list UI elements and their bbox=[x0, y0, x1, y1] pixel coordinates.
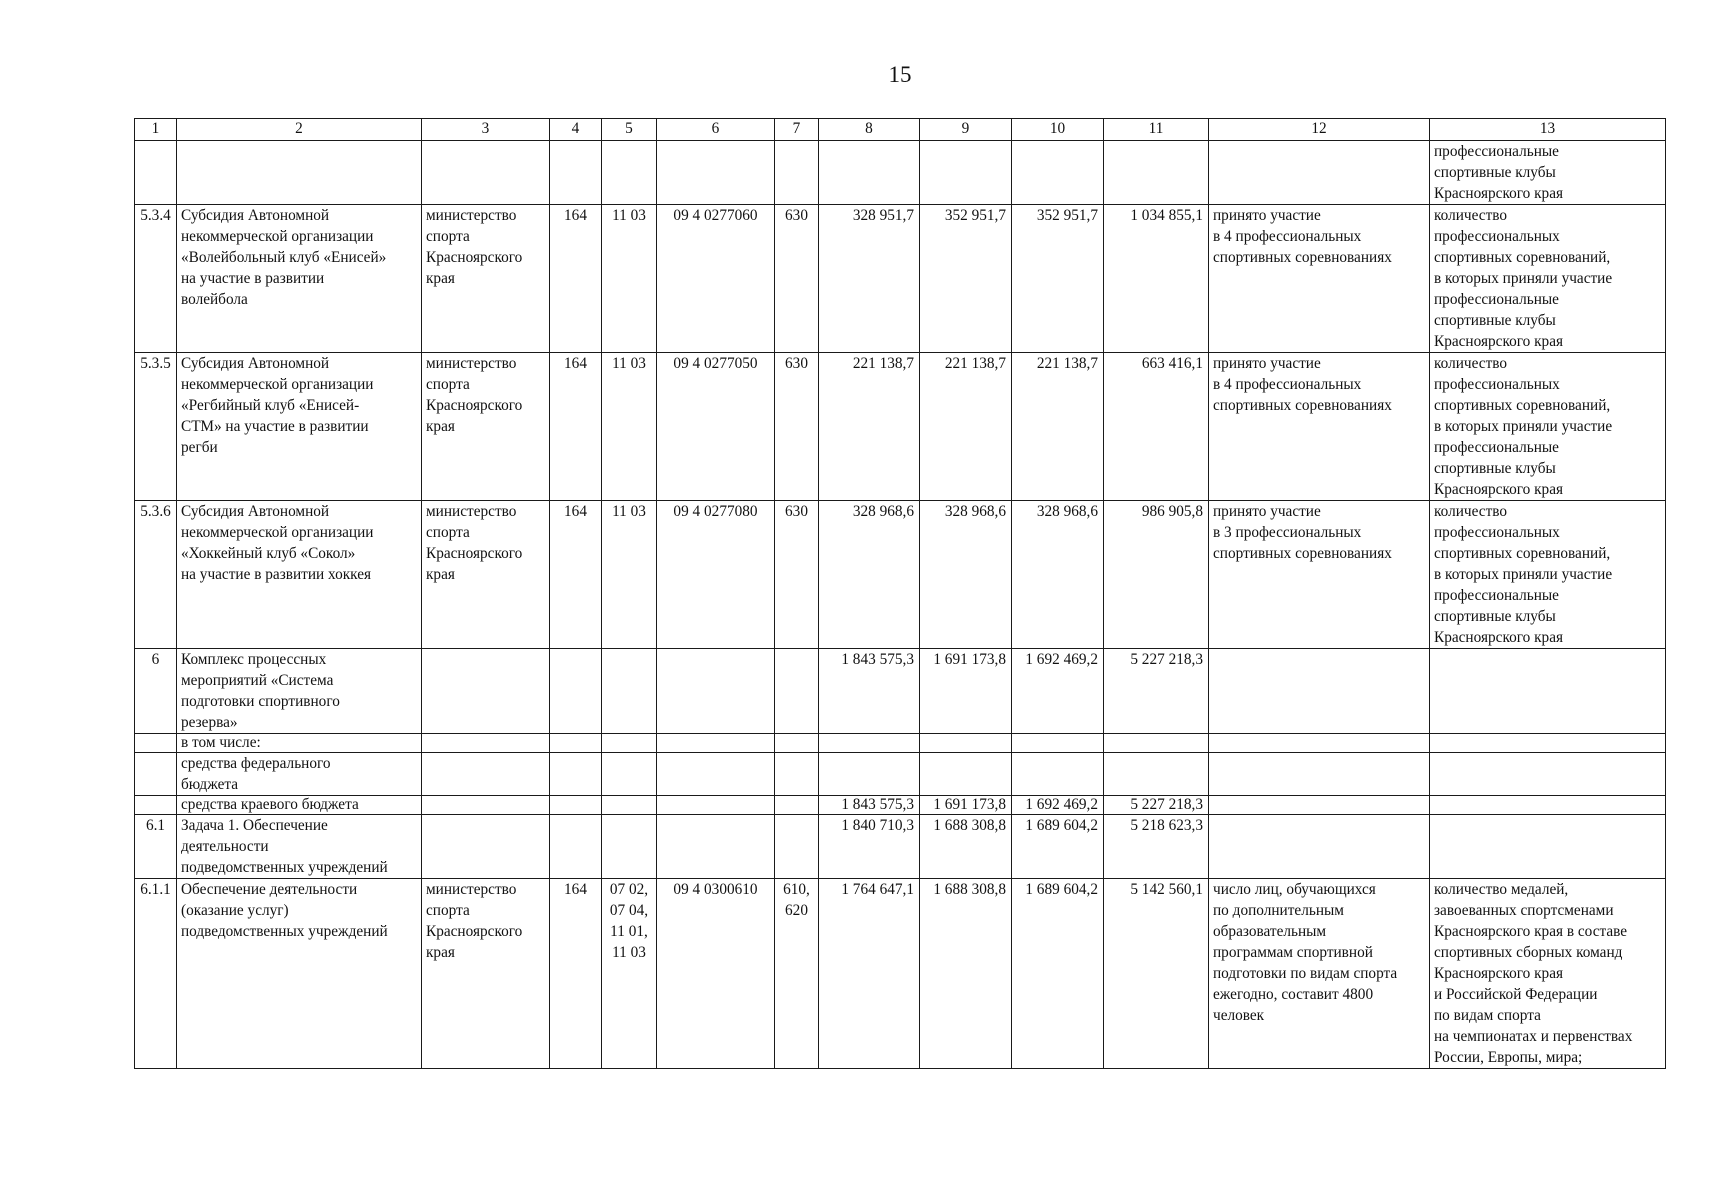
grbs-cell bbox=[550, 796, 602, 815]
rzpr-cell bbox=[602, 815, 657, 879]
year1-cell bbox=[819, 141, 920, 205]
year1-cell: 1 843 575,3 bbox=[819, 649, 920, 734]
rzpr-cell bbox=[602, 141, 657, 205]
year3-cell: 1 689 604,2 bbox=[1012, 879, 1104, 1069]
result-cell: принято участие в 4 профессиональных спортивных соревнованиях bbox=[1209, 353, 1430, 501]
executor-cell: министерство спорта Красноярского края bbox=[422, 353, 550, 501]
rzpr-cell: 07 02, 07 04, 11 01, 11 03 bbox=[602, 879, 657, 1069]
vr-cell: 610, 620 bbox=[775, 879, 819, 1069]
executor-cell: министерство спорта Красноярского края bbox=[422, 205, 550, 353]
rzpr-cell: 11 03 bbox=[602, 353, 657, 501]
indicator-cell bbox=[1430, 649, 1666, 734]
rzpr-cell: 11 03 bbox=[602, 501, 657, 649]
indicator-cell: количество медалей, завоеванных спортсменами Красноярского края в составе спортивных сборных команд Красноярского края и Российской Федерации по видам спорта на чемпионатах и первенствах России, Европы, мира; bbox=[1430, 879, 1666, 1069]
item-number-cell: 6.1.1 bbox=[135, 879, 177, 1069]
grbs-cell bbox=[550, 753, 602, 796]
result-cell bbox=[1209, 649, 1430, 734]
header-cell: 5 bbox=[602, 119, 657, 141]
csr-cell bbox=[657, 753, 775, 796]
year1-cell: 221 138,7 bbox=[819, 353, 920, 501]
year2-cell bbox=[920, 141, 1012, 205]
year2-cell: 1 688 308,8 bbox=[920, 815, 1012, 879]
executor-cell bbox=[422, 815, 550, 879]
item-number-cell bbox=[135, 141, 177, 205]
indicator-cell: количество профессиональных спортивных соревнований, в которых приняли участие профессиональные спортивные клубы Красноярского края bbox=[1430, 501, 1666, 649]
item-number-cell bbox=[135, 753, 177, 796]
item-name-cell bbox=[177, 141, 422, 205]
program-table bbox=[134, 118, 1666, 1069]
total-cell: 5 218 623,3 bbox=[1104, 815, 1209, 879]
vr-cell: 630 bbox=[775, 501, 819, 649]
vr-cell bbox=[775, 753, 819, 796]
indicator-cell bbox=[1430, 796, 1666, 815]
grbs-cell: 164 bbox=[550, 879, 602, 1069]
rzpr-cell: 11 03 bbox=[602, 205, 657, 353]
page-number: 15 bbox=[888, 62, 912, 87]
executor-cell: министерство спорта Красноярского края bbox=[422, 879, 550, 1069]
item-number-cell bbox=[135, 796, 177, 815]
year2-cell: 1 691 173,8 bbox=[920, 796, 1012, 815]
csr-cell: 09 4 0277060 bbox=[657, 205, 775, 353]
item-name-cell: Комплекс процессных мероприятий «Система подготовки спортивного резерва» bbox=[177, 649, 422, 734]
vr-cell: 630 bbox=[775, 353, 819, 501]
year2-cell: 1 688 308,8 bbox=[920, 879, 1012, 1069]
total-cell: 663 416,1 bbox=[1104, 353, 1209, 501]
header-cell: 2 bbox=[177, 119, 422, 141]
table-row bbox=[135, 501, 1666, 649]
year2-cell: 221 138,7 bbox=[920, 353, 1012, 501]
grbs-cell bbox=[550, 649, 602, 734]
rzpr-cell bbox=[602, 796, 657, 815]
year1-cell bbox=[819, 753, 920, 796]
year3-cell: 221 138,7 bbox=[1012, 353, 1104, 501]
header-cell: 12 bbox=[1209, 119, 1430, 141]
year2-cell bbox=[920, 734, 1012, 753]
rzpr-cell bbox=[602, 753, 657, 796]
vr-cell bbox=[775, 141, 819, 205]
header-cell: 10 bbox=[1012, 119, 1104, 141]
csr-cell bbox=[657, 815, 775, 879]
year3-cell: 1 692 469,2 bbox=[1012, 796, 1104, 815]
result-cell: принято участие в 3 профессиональных спортивных соревнованиях bbox=[1209, 501, 1430, 649]
item-number-cell: 5.3.6 bbox=[135, 501, 177, 649]
result-cell bbox=[1209, 141, 1430, 205]
item-number-cell: 5.3.4 bbox=[135, 205, 177, 353]
year3-cell bbox=[1012, 753, 1104, 796]
year1-cell: 1 764 647,1 bbox=[819, 879, 920, 1069]
year3-cell: 1 692 469,2 bbox=[1012, 649, 1104, 734]
indicator-cell bbox=[1430, 753, 1666, 796]
year3-cell bbox=[1012, 734, 1104, 753]
year1-cell: 1 840 710,3 bbox=[819, 815, 920, 879]
grbs-cell bbox=[550, 141, 602, 205]
indicator-cell: профессиональные спортивные клубы Красноярского края bbox=[1430, 141, 1666, 205]
vr-cell bbox=[775, 734, 819, 753]
table-row bbox=[135, 353, 1666, 501]
grbs-cell bbox=[550, 815, 602, 879]
year2-cell: 1 691 173,8 bbox=[920, 649, 1012, 734]
year1-cell bbox=[819, 734, 920, 753]
item-name-cell: Задача 1. Обеспечение деятельности подведомственных учреждений bbox=[177, 815, 422, 879]
item-name-cell: Субсидия Автономной некоммерческой организации «Регбийный клуб «Енисей- СТМ» на участие в развитии регби bbox=[177, 353, 422, 501]
rzpr-cell bbox=[602, 734, 657, 753]
header-cell: 6 bbox=[657, 119, 775, 141]
item-name-cell: средства краевого бюджета bbox=[177, 796, 422, 815]
total-cell: 5 227 218,3 bbox=[1104, 649, 1209, 734]
indicator-cell: количество профессиональных спортивных соревнований, в которых приняли участие профессиональные спортивные клубы Красноярского края bbox=[1430, 353, 1666, 501]
item-number-cell: 6 bbox=[135, 649, 177, 734]
item-name-cell: в том числе: bbox=[177, 734, 422, 753]
year1-cell: 328 968,6 bbox=[819, 501, 920, 649]
header-cell: 8 bbox=[819, 119, 920, 141]
executor-cell bbox=[422, 753, 550, 796]
result-cell bbox=[1209, 753, 1430, 796]
csr-cell: 09 4 0277080 bbox=[657, 501, 775, 649]
indicator-cell bbox=[1430, 734, 1666, 753]
item-name-cell: Субсидия Автономной некоммерческой организации «Хоккейный клуб «Сокол» на участие в развитии хоккея bbox=[177, 501, 422, 649]
csr-cell: 09 4 0300610 bbox=[657, 879, 775, 1069]
year2-cell: 328 968,6 bbox=[920, 501, 1012, 649]
table-row bbox=[135, 141, 1666, 205]
rzpr-cell bbox=[602, 649, 657, 734]
total-cell: 986 905,8 bbox=[1104, 501, 1209, 649]
total-cell bbox=[1104, 141, 1209, 205]
header-cell: 9 bbox=[920, 119, 1012, 141]
year3-cell: 352 951,7 bbox=[1012, 205, 1104, 353]
result-cell: число лиц, обучающихся по дополнительным образовательным программам спортивной подготовки по видам спорта ежегодно, составит 4800 человек bbox=[1209, 879, 1430, 1069]
item-number-cell bbox=[135, 734, 177, 753]
executor-cell bbox=[422, 796, 550, 815]
grbs-cell: 164 bbox=[550, 353, 602, 501]
item-number-cell: 5.3.5 bbox=[135, 353, 177, 501]
table-header-row bbox=[135, 119, 1666, 141]
csr-cell bbox=[657, 796, 775, 815]
executor-cell bbox=[422, 649, 550, 734]
result-cell bbox=[1209, 796, 1430, 815]
csr-cell bbox=[657, 649, 775, 734]
header-cell: 3 bbox=[422, 119, 550, 141]
table-row bbox=[135, 649, 1666, 734]
header-cell: 7 bbox=[775, 119, 819, 141]
csr-cell bbox=[657, 734, 775, 753]
csr-cell bbox=[657, 141, 775, 205]
table-row bbox=[135, 879, 1666, 1069]
grbs-cell bbox=[550, 734, 602, 753]
indicator-cell: количество профессиональных спортивных соревнований, в которых приняли участие профессиональные спортивные клубы Красноярского края bbox=[1430, 205, 1666, 353]
table-row bbox=[135, 815, 1666, 879]
item-name-cell: средства федерального бюджета bbox=[177, 753, 422, 796]
total-cell bbox=[1104, 734, 1209, 753]
vr-cell bbox=[775, 796, 819, 815]
csr-cell: 09 4 0277050 bbox=[657, 353, 775, 501]
executor-cell bbox=[422, 141, 550, 205]
table-row bbox=[135, 205, 1666, 353]
table-row bbox=[135, 734, 1666, 753]
item-number-cell: 6.1 bbox=[135, 815, 177, 879]
grbs-cell: 164 bbox=[550, 205, 602, 353]
total-cell bbox=[1104, 753, 1209, 796]
table-row bbox=[135, 753, 1666, 796]
executor-cell bbox=[422, 734, 550, 753]
year1-cell: 1 843 575,3 bbox=[819, 796, 920, 815]
year3-cell bbox=[1012, 141, 1104, 205]
header-cell: 13 bbox=[1430, 119, 1666, 141]
vr-cell: 630 bbox=[775, 205, 819, 353]
total-cell: 1 034 855,1 bbox=[1104, 205, 1209, 353]
result-cell: принято участие в 4 профессиональных спортивных соревнованиях bbox=[1209, 205, 1430, 353]
year1-cell: 328 951,7 bbox=[819, 205, 920, 353]
result-cell bbox=[1209, 734, 1430, 753]
header-cell: 11 bbox=[1104, 119, 1209, 141]
header-cell: 4 bbox=[550, 119, 602, 141]
vr-cell bbox=[775, 815, 819, 879]
year2-cell bbox=[920, 753, 1012, 796]
indicator-cell bbox=[1430, 815, 1666, 879]
total-cell: 5 142 560,1 bbox=[1104, 879, 1209, 1069]
grbs-cell: 164 bbox=[550, 501, 602, 649]
vr-cell bbox=[775, 649, 819, 734]
result-cell bbox=[1209, 815, 1430, 879]
year3-cell: 1 689 604,2 bbox=[1012, 815, 1104, 879]
year2-cell: 352 951,7 bbox=[920, 205, 1012, 353]
total-cell: 5 227 218,3 bbox=[1104, 796, 1209, 815]
year3-cell: 328 968,6 bbox=[1012, 501, 1104, 649]
executor-cell: министерство спорта Красноярского края bbox=[422, 501, 550, 649]
header-cell: 1 bbox=[135, 119, 177, 141]
table-row bbox=[135, 796, 1666, 815]
item-name-cell: Субсидия Автономной некоммерческой организации «Волейбольный клуб «Енисей» на участие в развитии волейбола bbox=[177, 205, 422, 353]
item-name-cell: Обеспечение деятельности (оказание услуг) подведомственных учреждений bbox=[177, 879, 422, 1069]
